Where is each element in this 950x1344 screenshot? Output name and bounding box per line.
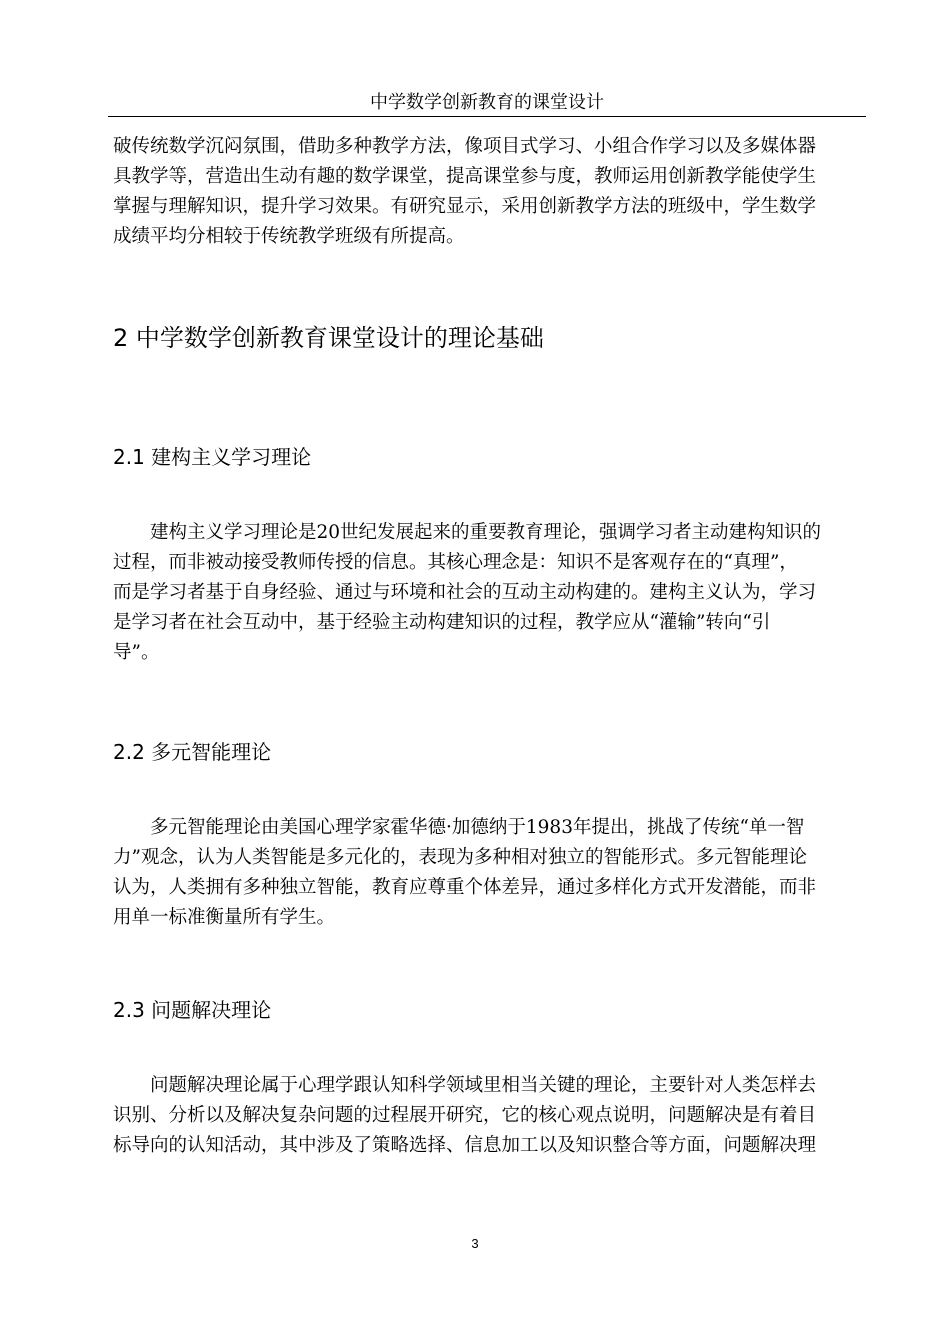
paragraph-line: 用单一标准衡量所有学生。 — [113, 907, 336, 928]
paragraph-line: 具教学等，营造出生动有趣的数学课堂，提高课堂参与度，教师运用创新教学能使学生 — [113, 166, 817, 187]
section-heading-2-3: 2.3 问题解决理论 — [113, 998, 272, 1022]
paragraph-line: 导”。 — [113, 642, 160, 663]
paragraph-line: 识别、分析以及解决复杂问题的过程展开研究，它的核心观点说明，问题解决是有着目 — [113, 1105, 817, 1126]
paragraph-line: 标导向的认知活动，其中涉及了策略选择、信息加工以及知识整合等方面，问题解决理 — [113, 1135, 817, 1156]
header-divider — [108, 116, 866, 117]
section-2-3-paragraph — [113, 1071, 860, 1161]
paragraph-line: 过程，而非被动接受教师传授的信息。其核心理念是：知识不是客观存在的“真理”， — [113, 552, 798, 573]
section-heading-2-2: 2.2 多元智能理论 — [113, 740, 272, 764]
intro-paragraph — [113, 132, 860, 252]
running-header: 中学数学创新教育的课堂设计 — [370, 92, 604, 113]
section-heading-2-1: 2.1 建构主义学习理论 — [113, 445, 312, 469]
paragraph-line: 建构主义学习理论是20世纪发展起来的重要教育理论，强调学习者主动建构知识的 — [150, 522, 822, 543]
paragraph-line: 力”观念，认为人类智能是多元化的，表现为多种相对独立的智能形式。多元智能理论 — [113, 847, 807, 868]
section-2-1-paragraph — [113, 518, 860, 668]
paragraph-line: 成绩平均分相较于传统教学班级有所提高。 — [113, 226, 465, 247]
paragraph-line: 是学习者在社会互动中，基于经验主动构建知识的过程，教学应从“灌输”转向“引 — [113, 612, 771, 633]
chapter-heading: 2 中学数学创新教育课堂设计的理论基础 — [113, 324, 544, 352]
paragraph-line: 掌握与理解知识，提升学习效果。有研究显示，采用创新教学方法的班级中，学生数学 — [113, 196, 817, 217]
paragraph-line: 破传统数学沉闷氛围，借助多种教学方法，像项目式学习、小组合作学习以及多媒体器 — [113, 136, 817, 157]
paragraph-line: 多元智能理论由美国心理学家霍华德·加德纳于1983年提出，挑战了传统“单一智 — [150, 817, 805, 838]
section-2-2-paragraph — [113, 813, 860, 933]
paragraph-line: 认为，人类拥有多种独立智能，教育应尊重个体差异，通过多样化方式开发潜能，而非 — [113, 877, 817, 898]
page-number: 3 — [471, 1236, 479, 1251]
paragraph-line: 而是学习者基于自身经验、通过与环境和社会的互动主动构建的。建构主义认为，学习 — [113, 582, 817, 603]
paragraph-line: 问题解决理论属于心理学跟认知科学领域里相当关键的理论，主要针对人类怎样去 — [150, 1075, 817, 1096]
